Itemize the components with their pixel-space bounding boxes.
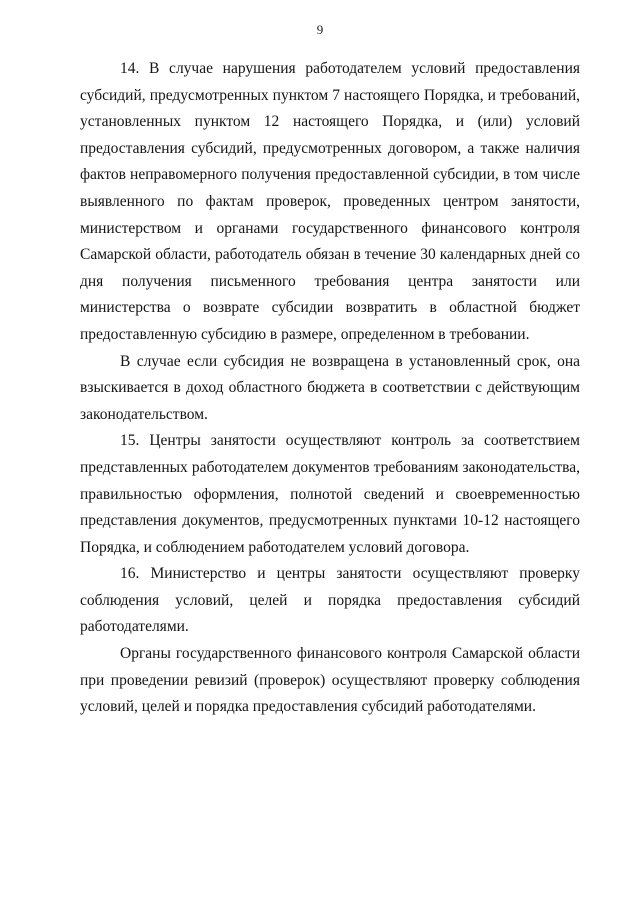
- page-number: 9: [316, 22, 324, 37]
- document-body: [80, 56, 580, 721]
- paragraph-16: 16. Министерство и центры занятости осуществляют проверку соблюдения условий, целей и порядка предоставления субсидий работодателями.: [80, 565, 580, 636]
- paragraph-financial-control: Органы государственного финансового контроля Самарской области при проведении ревизий (проверок) осуществляют проверку соблюдения условий, целей и порядка предоставления субсидий работодателями.: [80, 645, 580, 716]
- paragraph-15: 15. Центры занятости осуществляют контроль за соответствием представленных работодателем документов требованиям законодательства, правильностью оформления, полнотой сведений и своевременностью представления документов, предусмотренных пунктами 10-12 настоящего Порядка, и соблюдением работодателем условий договора.: [80, 432, 580, 556]
- paragraph-14: 14. В случае нарушения работодателем условий предоставления субсидий, предусмотренных пунктом 7 настоящего Порядка, и требований, установленных пунктом 12 настоящего Порядка, и (или) условий предоставления субсидий, предусмотренных договором, а также наличия фактов неправомерного получения предоставленной субсидии, в том числе выявленного по фактам проверок, проведенных центром занятости, министерством и органами государственного финансового контроля Самарской области, работодатель обязан в течение 30 календарных дней со дня получения письменного требования центра занятости или министерства о возврате субсидии возвратить в областной бюджет предоставленную субсидию в размере, определенном в требовании.: [80, 60, 580, 343]
- paragraph-recovery: В случае если субсидия не возвращена в установленный срок, она взыскивается в доход областного бюджета в соответствии с действующим законодательством.: [80, 352, 580, 423]
